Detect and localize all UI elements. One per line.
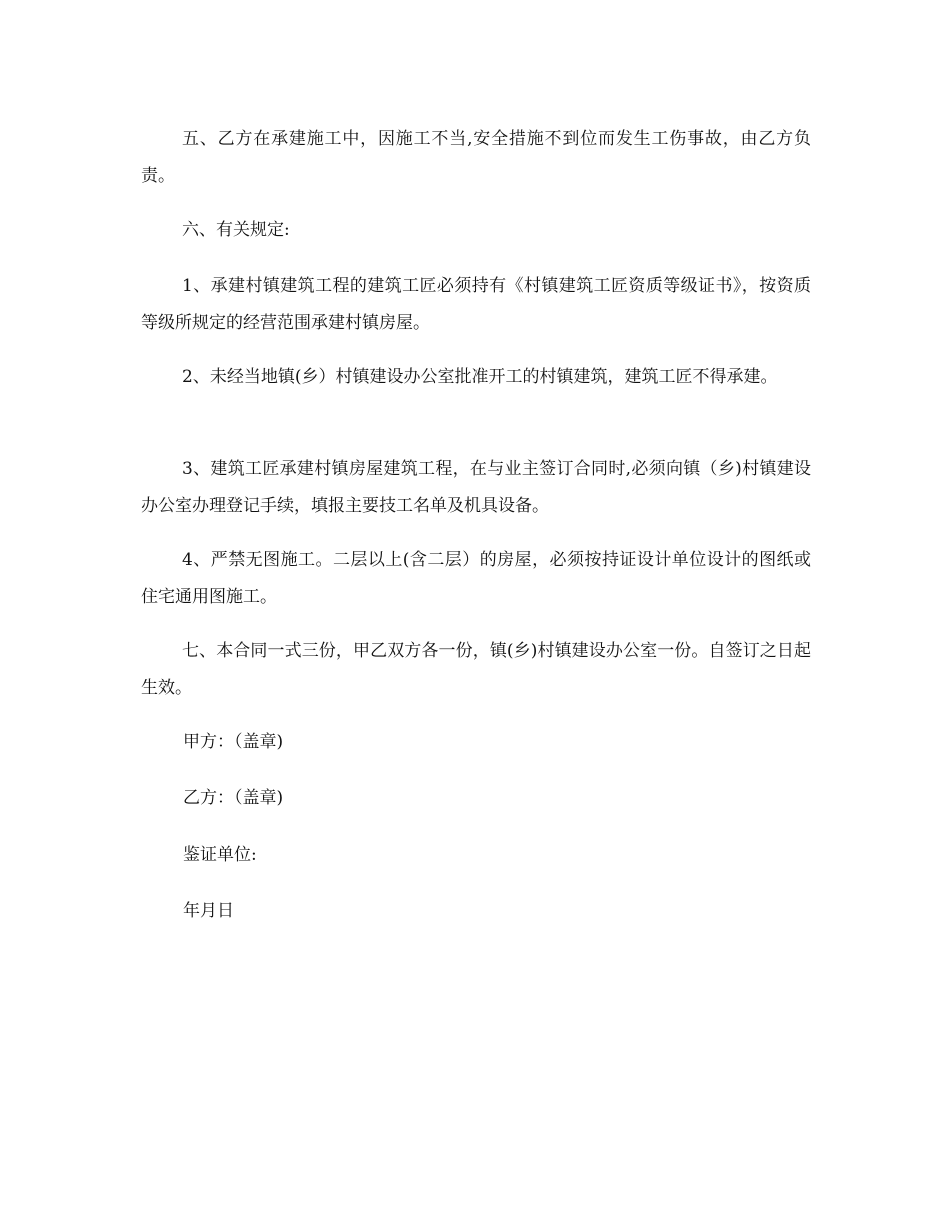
party-a-signature: 甲方：（盖章) bbox=[183, 732, 284, 752]
clause-five: 五、乙方在承建施工中，因施工不当,安全措施不到位而发生工伤事故，由乙方负责。 bbox=[141, 129, 811, 186]
party-b-signature: 乙方：（盖章) bbox=[183, 788, 284, 808]
date-line: 年月日 bbox=[183, 901, 234, 921]
certifying-unit-label: 鉴证单位: bbox=[183, 845, 257, 865]
regulation-item-4: 4、严禁无图施工。二层以上(含二层）的房屋，必须按持证设计单位设计的图纸或住宅通用图施工。 bbox=[141, 550, 811, 607]
clause-seven: 七、本合同一式三份，甲乙双方各一份，镇(乡)村镇建设办公室一份。自签订之日起生效。 bbox=[141, 641, 811, 698]
regulation-item-3: 3、建筑工匠承建村镇房屋建筑工程，在与业主签订合同时,必须向镇（乡)村镇建设办公室办理登记手续，填报主要技工名单及机具设备。 bbox=[141, 459, 811, 516]
regulation-item-1: 1、承建村镇建筑工程的建筑工匠必须持有《村镇建筑工匠资质等级证书》，按资质等级所规定的经营范围承建村镇房屋。 bbox=[141, 276, 811, 333]
clause-six-heading: 六、有关规定: bbox=[182, 220, 290, 240]
regulation-item-2: 2、未经当地镇(乡）村镇建设办公室批准开工的村镇建筑，建筑工匠不得承建。 bbox=[182, 367, 778, 387]
